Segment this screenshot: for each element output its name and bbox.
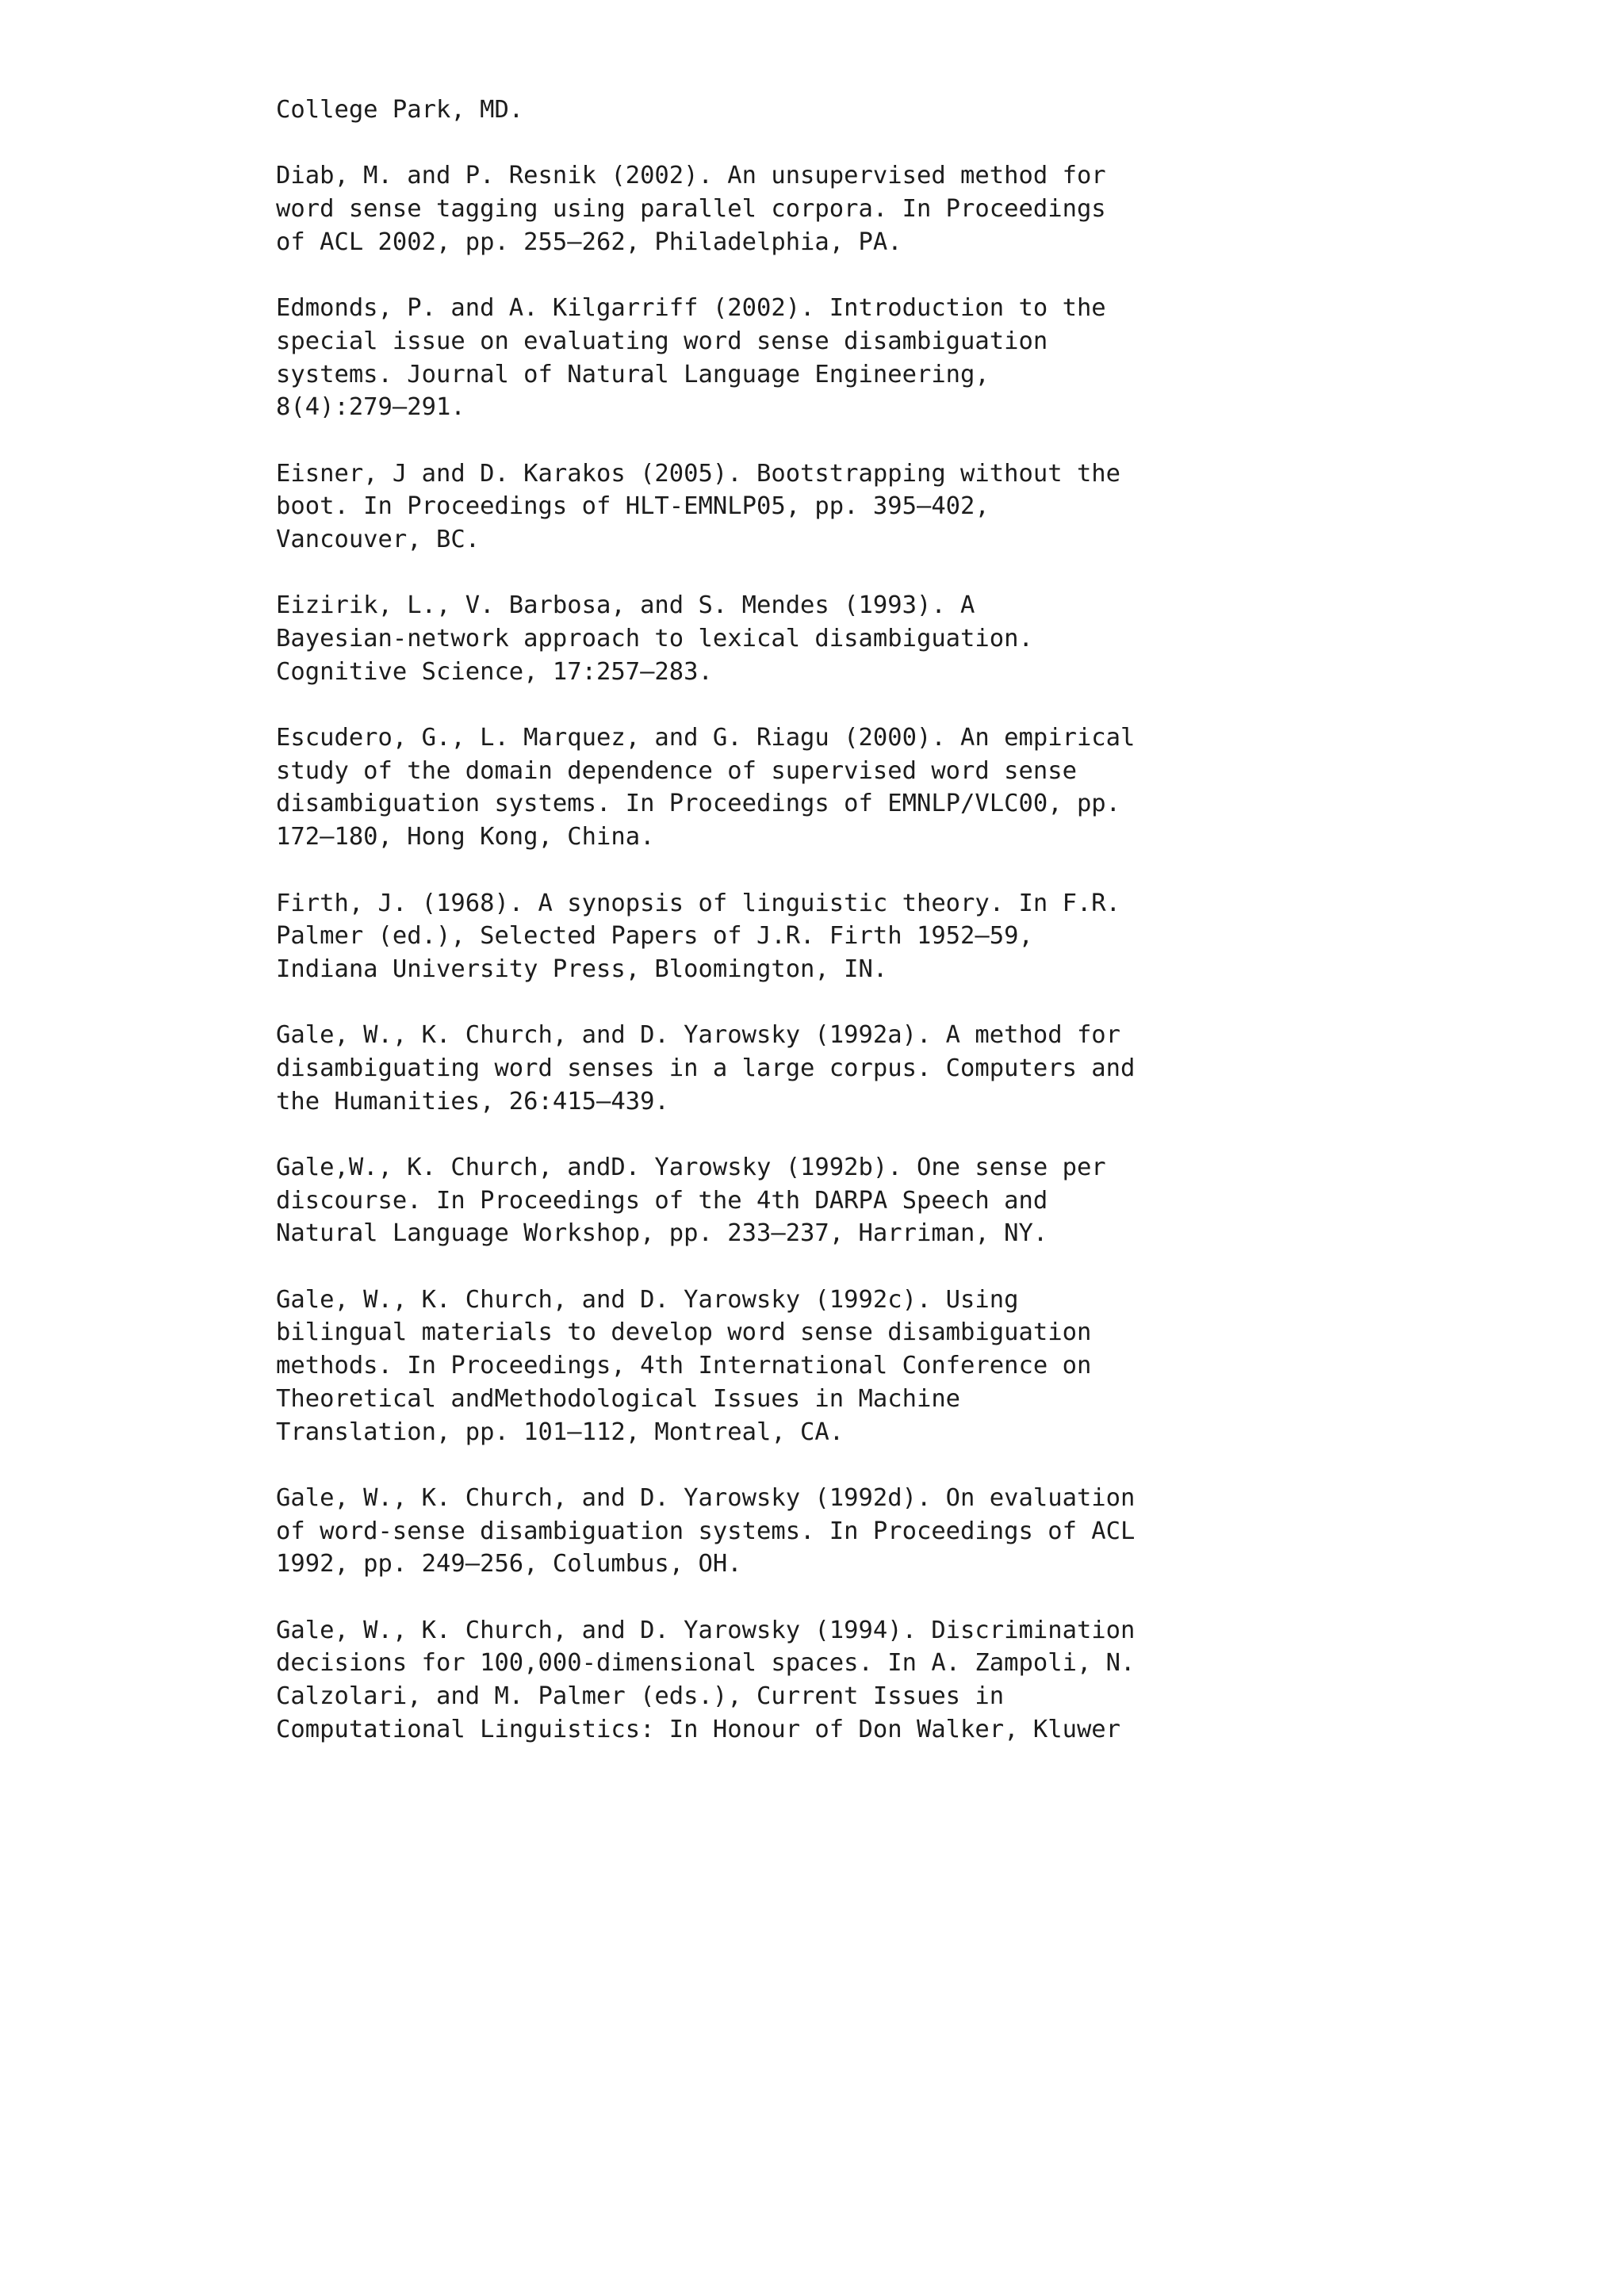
reference-line: methods. In Proceedings, 4th International Conference on: [276, 1352, 1092, 1380]
reference-line: disambiguation systems. In Proceedings of EMNLP/VLC00, pp.: [276, 790, 1121, 818]
reference-line: 1992, pp. 249–256, Columbus, OH.: [276, 1550, 742, 1578]
reference-line: 172–180, Hong Kong, China.: [276, 823, 655, 851]
reference-line: bilingual materials to develop word sense disambiguation: [276, 1318, 1092, 1347]
reference-line: Firth, J. (1968). A synopsis of linguistic theory. In F.R.: [276, 889, 1121, 917]
reference-line: Translation, pp. 101–112, Montreal, CA.: [276, 1418, 845, 1446]
reference-entry-escudero-2000: [276, 721, 1465, 854]
reference-entry-firth-1968: [276, 887, 1465, 986]
reference-line: Natural Language Workshop, pp. 233–237, Harriman, NY.: [276, 1219, 1048, 1248]
reference-entry-eisner-2005: [276, 457, 1465, 557]
reference-entry-gale-1992b: [276, 1151, 1465, 1250]
reference-line: Escudero, G., L. Marquez, and G. Riagu (2000). An empirical: [276, 724, 1136, 752]
reference-line: Vancouver, BC.: [276, 525, 481, 553]
reference-line: Theoretical andMethodological Issues in Machine: [276, 1384, 961, 1413]
reference-line: College Park, MD.: [276, 96, 524, 124]
reference-line: word sense tagging using parallel corpora. In Proceedings: [276, 195, 1106, 224]
reference-entry-diab-2002: [276, 159, 1465, 258]
reference-line: of ACL 2002, pp. 255–262, Philadelphia, PA.: [276, 228, 902, 256]
reference-line: special issue on evaluating word sense disambiguation: [276, 327, 1048, 355]
reference-line: Gale,W., K. Church, andD. Yarowsky (1992b). One sense per: [276, 1154, 1106, 1181]
reference-line: 8(4):279–291.: [276, 393, 465, 422]
reference-line: Calzolari, and M. Palmer (eds.), Current Issues in: [276, 1682, 1005, 1710]
reference-entry-gale-1992d: [276, 1482, 1465, 1581]
reference-line: Gale, W., K. Church, and D. Yarowsky (1992c). Using: [276, 1285, 1019, 1314]
reference-entry-continuation: [276, 94, 1465, 127]
reference-entry-eizirik-1993: [276, 589, 1465, 688]
reference-line: Computational Linguistics: In Honour of Don Walker, Kluwer: [276, 1715, 1121, 1743]
reference-entry-gale-1992a: [276, 1019, 1465, 1118]
reference-line: Eisner, J and D. Karakos (2005). Bootstrapping without the: [276, 459, 1121, 488]
reference-entry-gale-1994: [276, 1614, 1465, 1747]
reference-line: the Humanities, 26:415–439.: [276, 1087, 669, 1115]
reference-entry-edmonds-2002: [276, 292, 1465, 424]
reference-line: Bayesian-network approach to lexical disambiguation.: [276, 625, 1033, 652]
reference-line: Palmer (ed.), Selected Papers of J.R. Firth 1952–59,: [276, 922, 1033, 951]
reference-line: of word-sense disambiguation systems. In Proceedings of ACL: [276, 1517, 1136, 1545]
reference-line: study of the domain dependence of supervised word sense: [276, 756, 1077, 785]
reference-line: discourse. In Proceedings of the 4th DARPA Speech and: [276, 1186, 1048, 1215]
reference-line: decisions for 100,000-dimensional spaces. In A. Zampoli, N.: [276, 1649, 1136, 1678]
reference-line: systems. Journal of Natural Language Engineering,: [276, 360, 990, 388]
reference-list: [276, 94, 1465, 1779]
reference-line: Diab, M. and P. Resnik (2002). An unsupervised method for: [276, 162, 1106, 190]
reference-line: boot. In Proceedings of HLT-EMNLP05, pp. 395–402,: [276, 492, 990, 521]
reference-line: Gale, W., K. Church, and D. Yarowsky (1994). Discrimination: [276, 1616, 1136, 1644]
reference-line: Eizirik, L., V. Barbosa, and S. Mendes (1993). A: [276, 591, 975, 620]
reference-line: Edmonds, P. and A. Kilgarriff (2002). Introduction to the: [276, 294, 1106, 323]
reference-line: Cognitive Science, 17:257–283.: [276, 657, 713, 686]
reference-line: Gale, W., K. Church, and D. Yarowsky (1992d). On evaluation: [276, 1483, 1136, 1512]
reference-line: disambiguating word senses in a large corpus. Computers and: [276, 1054, 1136, 1082]
reference-line: Gale, W., K. Church, and D. Yarowsky (1992a). A method for: [276, 1021, 1121, 1050]
reference-line: Indiana University Press, Bloomington, IN.: [276, 955, 888, 983]
reference-entry-gale-1992c: [276, 1284, 1465, 1448]
